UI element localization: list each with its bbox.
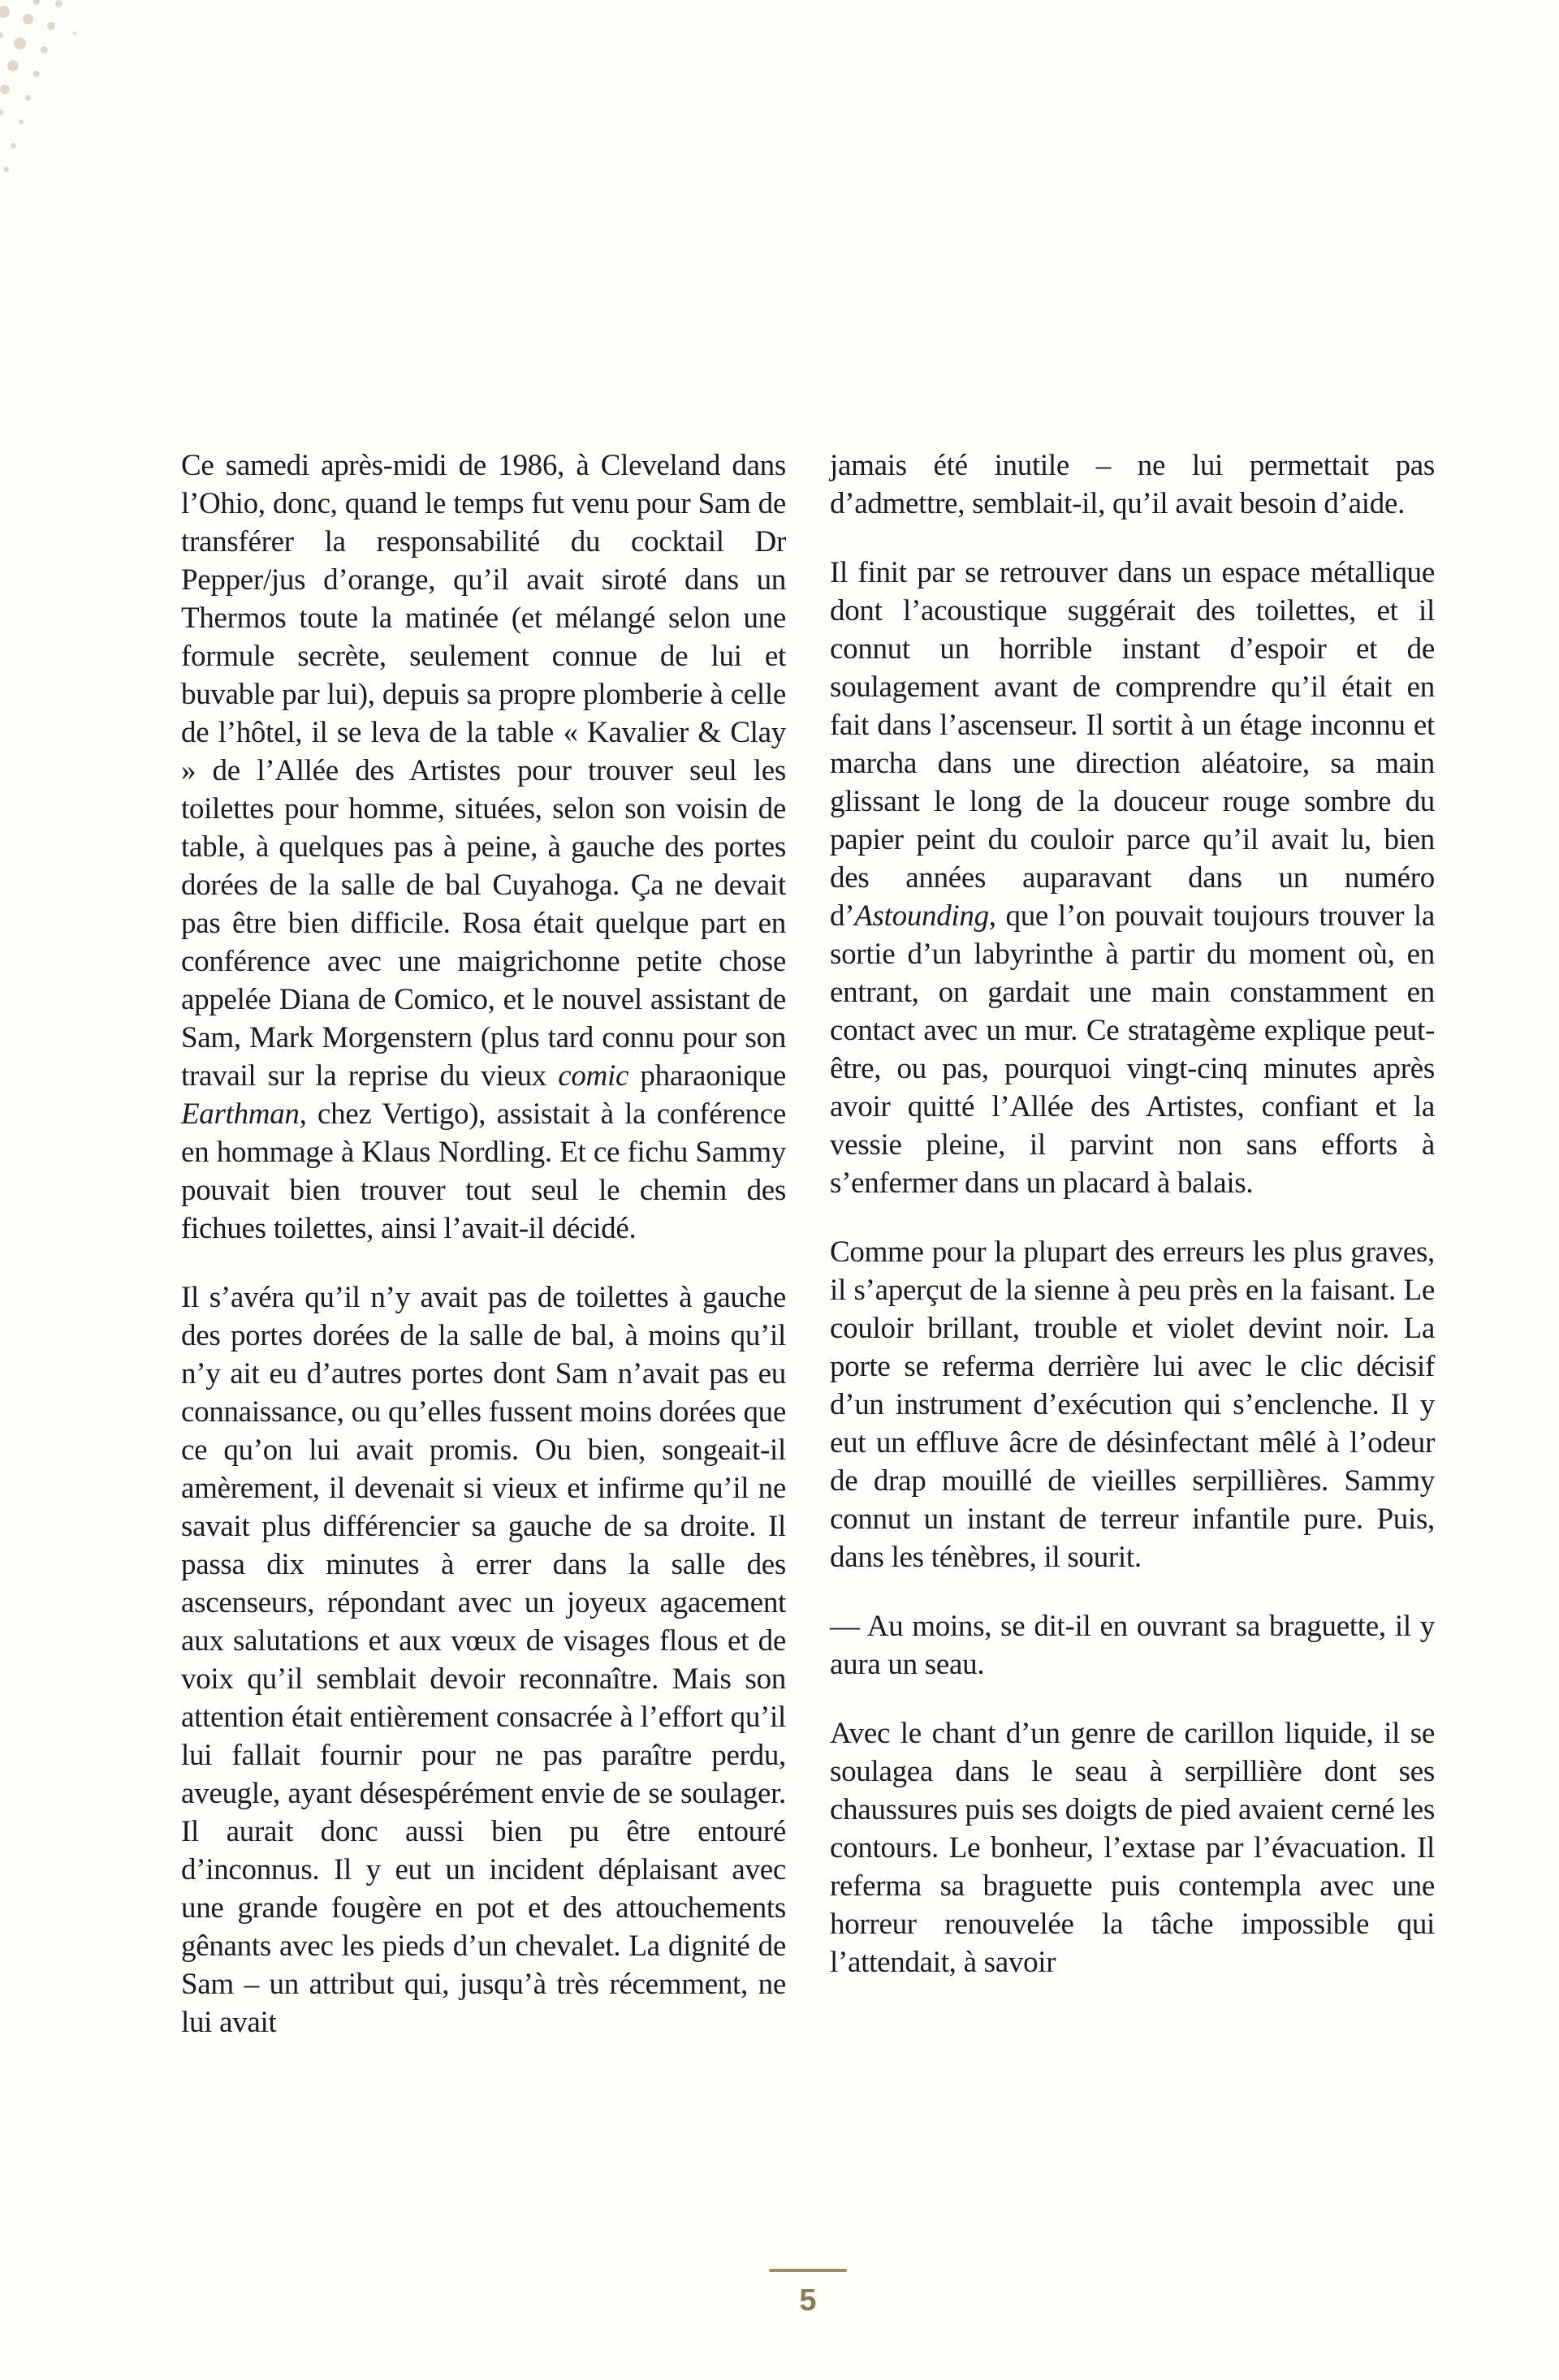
dot xyxy=(33,0,40,5)
text-segment: , que l’on pouvait toujours trouver la sortie d’un labyrinthe à partir du moment où, en entrant, on gardait une main constamment en contact avec un mur. Ce stratagème explique peut-être, ou pas, pourquoi vingt-cinq minutes après avoir quitté l’Allée des Artistes, confiant et la vessie pleine, il parvint non sans efforts à s’enfermer dans un placard à balais. xyxy=(830,899,1435,1200)
page-number: 5 xyxy=(799,2283,817,2317)
dot xyxy=(0,110,3,114)
text-segment: Avec le chant d’un genre de carillon liquide, il se soulagea dans le seau à serpillière dont ses chaussures puis ses doigts de pied avaient cerné les contours. Le bonheur, l’extase par l’évacuation. Il referma sa braguette puis contempla avec une horreur renouvelée la tâche impossible qui l’attendait, à savoir xyxy=(830,1717,1435,1979)
dot xyxy=(25,95,31,101)
dot xyxy=(7,60,19,71)
dot xyxy=(14,37,26,50)
paragraph xyxy=(830,446,1435,523)
paragraph xyxy=(830,1714,1435,1981)
dot xyxy=(3,166,9,172)
text-columns xyxy=(181,446,1435,2042)
dot xyxy=(23,14,33,24)
paragraph xyxy=(830,554,1435,1202)
dot xyxy=(47,22,55,30)
dot xyxy=(19,119,24,124)
text-segment: Comme pour la plupart des erreurs les plus graves, il s’aperçut de la sienne à peu près en la faisant. Le couloir brillant, trouble et violet devint noir. La porte se referma derrière lui avec le clic décisif d’un instrument d’exécution qui s’enclenche. Il y eut un effluve âcre de désinfectant mêlé à l’odeur de drap mouillé de vieilles serpillières. Sammy connut un instant de terreur infantile pure. Puis, dans les ténèbres, il sourit. xyxy=(830,1235,1435,1574)
dot xyxy=(41,46,48,54)
dot xyxy=(55,0,63,7)
italic-text-segment: Astounding xyxy=(854,899,989,933)
paragraph xyxy=(181,1278,786,2042)
dot xyxy=(33,71,40,77)
paragraph xyxy=(181,446,786,1248)
paragraph xyxy=(830,1233,1435,1576)
dot xyxy=(11,143,16,149)
text-segment: Il finit par se retrouver dans un espace métallique dont l’acoustique suggérait des toilettes, et il connut un horrible instant d’espoir et de soulagement avant de comprendre qu’il était en fait dans l’ascenseur. Il sortit à un étage inconnu et marcha dans une direction aléatoire, sa main glissant le long de la douceur rouge sombre du papier peint du couloir parce qu’il avait lu, bien des années auparavant dans un numéro d’ xyxy=(830,556,1435,933)
footer-rule xyxy=(769,2269,847,2272)
dot xyxy=(0,6,10,18)
text-segment: , chez Vertigo), assistait à la conférence en hommage à Klaus Nordling. Et ce fichu Sammy pouvait bien trouver tout seul le chemin des fichues toilettes, ainsi l’avait-il décidé. xyxy=(181,1097,786,1245)
text-segment: — Au moins, se dit-il en ouvrant sa braguette, il y aura un seau. xyxy=(830,1610,1435,1681)
italic-text-segment: Earthman xyxy=(181,1097,300,1131)
text-segment: jamais été inutile – ne lui permettait pas d’admettre, semblait-il, qu’il avait besoin d’aide. xyxy=(830,449,1435,520)
text-segment: pharaonique xyxy=(628,1059,786,1093)
page-footer xyxy=(181,2269,1435,2316)
text-segment: Ce samedi après-midi de 1986, à Cleveland dans l’Ohio, donc, quand le temps fut venu pour Sam de transférer la responsabilité du cocktail Dr Pepper/jus d’orange, qu’il avait siroté dans un Thermos toute la matinée (et mélangé selon une formule secrète, seulement connue de lui et buvable par lui), depuis sa propre plomberie à celle de l’hôtel, il se leva de la table « Kavalier & Clay » de l’Allée des Artistes pour trouver seul les toilettes pour homme, situées, selon son voisin de table, à quelques pas à peine, à gauche des portes dorées de la salle de bal Cuyahoga. Ça ne devait pas être bien difficile. Rosa était quelque part en conférence avec une maigrichonne petite chose appelée Diana de Comico, et le nouvel assistant de Sam, Mark Morgenstern (plus tard connu pour son travail sur la reprise du vieux xyxy=(181,449,786,1093)
left-column xyxy=(181,446,786,2042)
italic-text-segment: comic xyxy=(558,1059,629,1093)
dot xyxy=(73,32,76,35)
dot xyxy=(0,84,10,94)
paragraph xyxy=(830,1607,1435,1684)
right-column xyxy=(830,446,1435,1981)
dot xyxy=(0,32,3,38)
corner-dots-ornament xyxy=(0,0,211,211)
text-segment: Il s’avéra qu’il n’y avait pas de toilettes à gauche des portes dorées de la salle de bal, à moins qu’il n’y ait eu d’autres portes dont Sam n’avait pas eu connaissance, ou qu’elles fussent moins dorées que ce qu’on lui avait promis. Ou bien, songeait-il amèrement, il devenait si vieux et infirme qu’il ne savait plus différencier sa gauche de sa droite. Il passa dix minutes à errer dans la salle des ascenseurs, répondant avec un joyeux agacement aux salutations et aux vœux de visages flous et de voix qu’il semblait devoir reconnaître. Mais son attention était entièrement consacrée à l’effort qu’il lui fallait fournir pour ne pas paraître perdu, aveugle, ayant désespérément envie de se soulager. Il aurait donc aussi bien pu être entouré d’inconnus. Il y eut un incident déplaisant avec une grande fougère en pot et des attouchements gênants avec les pieds d’un chevalet. La dignité de Sam – un attribut qui, jusqu’à très récemment, ne lui avait xyxy=(181,1281,786,2039)
